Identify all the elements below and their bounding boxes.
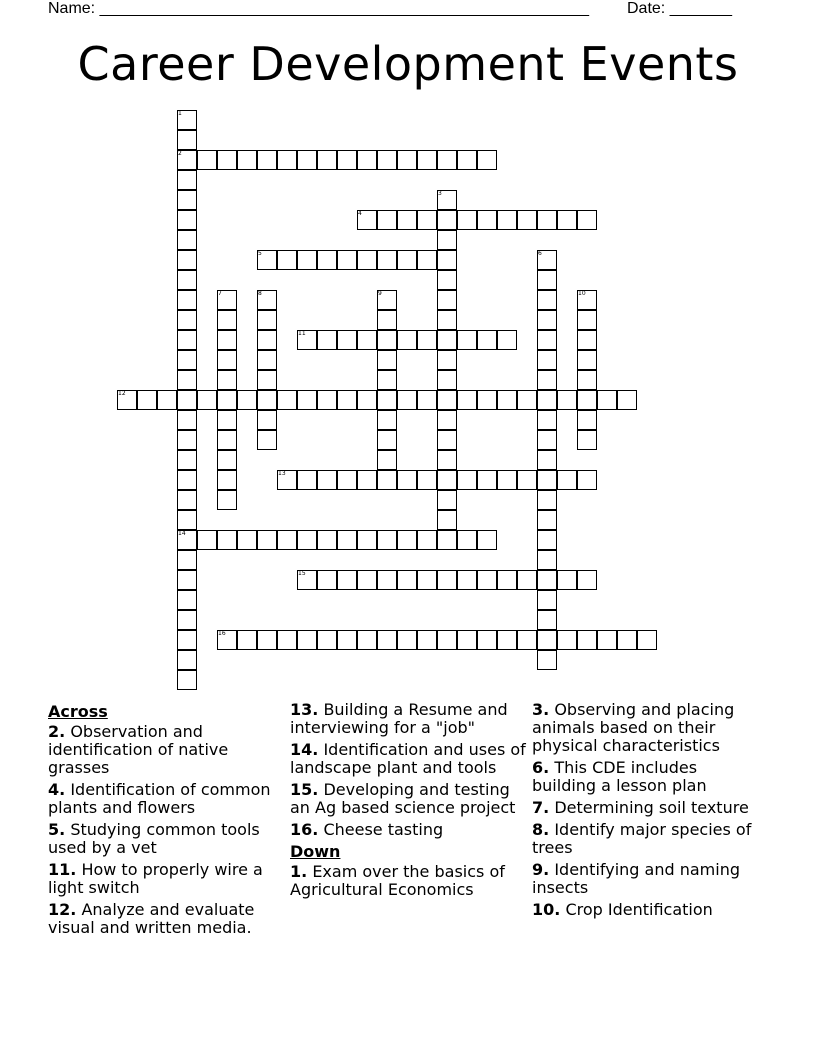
crossword-cell[interactable] bbox=[437, 430, 457, 450]
crossword-cell[interactable] bbox=[437, 390, 457, 410]
clue-number: 9. bbox=[532, 860, 550, 879]
crossword-cell[interactable] bbox=[417, 470, 437, 490]
crossword-cell[interactable] bbox=[297, 390, 317, 410]
clue-text: Exam over the basics of Agricultural Economics bbox=[290, 862, 505, 899]
crossword-cell[interactable] bbox=[177, 670, 197, 690]
crossword-cell[interactable] bbox=[537, 610, 557, 630]
crossword-cell[interactable] bbox=[537, 650, 557, 670]
clue-across-4 bbox=[48, 781, 284, 817]
date-field[interactable]: Date: _______ bbox=[627, 0, 732, 17]
cell-number: 5 bbox=[258, 250, 262, 257]
crossword-cell[interactable] bbox=[437, 270, 457, 290]
crossword-cell[interactable] bbox=[437, 150, 457, 170]
crossword-cell[interactable] bbox=[257, 330, 277, 350]
clue-number: 12. bbox=[48, 900, 77, 919]
clue-across-12 bbox=[48, 901, 284, 937]
crossword-cell[interactable] bbox=[257, 370, 277, 390]
clue-down-1 bbox=[290, 863, 530, 899]
clue-down-7 bbox=[532, 799, 764, 817]
crossword-cell[interactable] bbox=[337, 630, 357, 650]
clue-down-6 bbox=[532, 759, 764, 795]
crossword-cell[interactable] bbox=[257, 390, 277, 410]
clue-text: Cheese tasting bbox=[323, 820, 444, 839]
clue-across-16 bbox=[290, 821, 530, 839]
crossword-cell[interactable] bbox=[277, 150, 297, 170]
crossword-cell[interactable] bbox=[357, 250, 377, 270]
crossword-cell[interactable] bbox=[577, 410, 597, 430]
crossword-cell[interactable] bbox=[437, 210, 457, 230]
crossword-cell[interactable] bbox=[277, 530, 297, 550]
crossword-cell[interactable] bbox=[317, 330, 337, 350]
crossword-cell[interactable] bbox=[177, 230, 197, 250]
crossword-cell[interactable] bbox=[417, 530, 437, 550]
crossword-cell[interactable] bbox=[497, 630, 517, 650]
crossword-cell[interactable] bbox=[397, 630, 417, 650]
crossword-cell[interactable] bbox=[397, 330, 417, 350]
crossword-cell[interactable] bbox=[417, 630, 437, 650]
crossword-cell[interactable] bbox=[577, 430, 597, 450]
crossword-cell[interactable] bbox=[537, 310, 557, 330]
crossword-cell[interactable] bbox=[517, 570, 537, 590]
crossword-cell[interactable] bbox=[537, 350, 557, 370]
crossword-cell[interactable] bbox=[237, 390, 257, 410]
crossword-cell[interactable] bbox=[297, 470, 317, 490]
crossword-cell[interactable] bbox=[417, 390, 437, 410]
crossword-cell[interactable] bbox=[477, 530, 497, 550]
clue-number: 6. bbox=[532, 758, 550, 777]
crossword-cell[interactable] bbox=[377, 310, 397, 330]
across-heading: Across bbox=[48, 702, 108, 721]
cell-number: 10 bbox=[578, 290, 586, 297]
crossword-cell[interactable] bbox=[517, 210, 537, 230]
clue-text: Identifying and naming insects bbox=[532, 860, 740, 897]
crossword-cell[interactable] bbox=[177, 270, 197, 290]
crossword-cell[interactable] bbox=[377, 430, 397, 450]
crossword-cell[interactable] bbox=[437, 470, 457, 490]
crossword-cell[interactable] bbox=[457, 530, 477, 550]
crossword-cell[interactable] bbox=[177, 550, 197, 570]
crossword-cell[interactable] bbox=[377, 470, 397, 490]
crossword-cell[interactable] bbox=[477, 470, 497, 490]
crossword-cell[interactable] bbox=[577, 390, 597, 410]
clue-text: Identification of common plants and flowers bbox=[48, 780, 271, 817]
crossword-cell[interactable] bbox=[577, 570, 597, 590]
crossword-cell[interactable] bbox=[137, 390, 157, 410]
crossword-cell[interactable] bbox=[177, 590, 197, 610]
crossword-cell[interactable] bbox=[517, 470, 537, 490]
crossword-cell[interactable] bbox=[357, 330, 377, 350]
down-heading: Down bbox=[290, 842, 341, 861]
crossword-cell[interactable] bbox=[437, 370, 457, 390]
crossword-cell[interactable] bbox=[397, 470, 417, 490]
crossword-cell[interactable] bbox=[437, 530, 457, 550]
crossword-cell[interactable] bbox=[217, 390, 237, 410]
crossword-cell[interactable] bbox=[537, 510, 557, 530]
clue-down-3 bbox=[532, 701, 764, 755]
crossword-cell[interactable] bbox=[477, 210, 497, 230]
crossword-cell[interactable] bbox=[457, 570, 477, 590]
crossword-cell[interactable] bbox=[337, 390, 357, 410]
crossword-cell[interactable] bbox=[257, 430, 277, 450]
crossword-cell[interactable] bbox=[537, 370, 557, 390]
crossword-cell[interactable] bbox=[417, 250, 437, 270]
crossword-cell[interactable] bbox=[417, 210, 437, 230]
crossword-cell[interactable] bbox=[577, 370, 597, 390]
crossword-cell[interactable] bbox=[337, 530, 357, 550]
crossword-cell[interactable] bbox=[557, 570, 577, 590]
crossword-cell[interactable] bbox=[577, 310, 597, 330]
cell-number: 12 bbox=[118, 390, 126, 397]
page-title: Career Development Events bbox=[77, 37, 739, 91]
cell-number: 3 bbox=[438, 190, 442, 197]
crossword-cell[interactable] bbox=[537, 550, 557, 570]
crossword-cell[interactable] bbox=[177, 430, 197, 450]
crossword-cell[interactable] bbox=[177, 610, 197, 630]
crossword-cell[interactable] bbox=[197, 150, 217, 170]
crossword-cell[interactable] bbox=[337, 150, 357, 170]
clue-text: This CDE includes building a lesson plan bbox=[532, 758, 707, 795]
clue-column-1 bbox=[48, 701, 284, 941]
crossword-cell[interactable] bbox=[537, 490, 557, 510]
crossword-cell[interactable] bbox=[177, 450, 197, 470]
crossword-cell[interactable] bbox=[437, 410, 457, 430]
crossword-cell[interactable] bbox=[557, 210, 577, 230]
crossword-cell[interactable] bbox=[357, 570, 377, 590]
crossword-cell[interactable] bbox=[177, 570, 197, 590]
crossword-cell[interactable] bbox=[457, 390, 477, 410]
crossword-cell[interactable] bbox=[257, 630, 277, 650]
crossword-cell[interactable] bbox=[397, 530, 417, 550]
clue-text: Studying common tools used by a vet bbox=[48, 820, 260, 857]
crossword-cell[interactable] bbox=[397, 150, 417, 170]
crossword-cell[interactable] bbox=[417, 150, 437, 170]
crossword-cell[interactable] bbox=[337, 250, 357, 270]
crossword-cell[interactable] bbox=[177, 330, 197, 350]
crossword-cell[interactable] bbox=[637, 630, 657, 650]
crossword-cell[interactable] bbox=[397, 390, 417, 410]
cell-number: 11 bbox=[298, 330, 306, 337]
crossword-cell[interactable] bbox=[377, 530, 397, 550]
crossword-cell[interactable] bbox=[457, 210, 477, 230]
clue-across-2 bbox=[48, 723, 284, 777]
clue-number: 1. bbox=[290, 862, 308, 881]
clue-number: 4. bbox=[48, 780, 66, 799]
crossword-cell[interactable] bbox=[177, 470, 197, 490]
crossword-cell[interactable] bbox=[497, 470, 517, 490]
crossword-cell[interactable] bbox=[557, 630, 577, 650]
crossword-cell[interactable] bbox=[177, 410, 197, 430]
crossword-cell[interactable] bbox=[537, 470, 557, 490]
crossword-cell[interactable] bbox=[497, 570, 517, 590]
crossword-cell[interactable] bbox=[177, 250, 197, 270]
crossword-cell[interactable] bbox=[357, 390, 377, 410]
clue-text: How to properly wire a light switch bbox=[48, 860, 263, 897]
crossword-cell[interactable] bbox=[437, 230, 457, 250]
crossword-cell[interactable] bbox=[377, 330, 397, 350]
cell-number: 7 bbox=[218, 290, 222, 297]
crossword-cell[interactable] bbox=[477, 390, 497, 410]
crossword-cell[interactable] bbox=[397, 570, 417, 590]
clue-text: Identification and uses of landscape plant and tools bbox=[290, 740, 526, 777]
cell-number: 6 bbox=[538, 250, 542, 257]
crossword-cell[interactable] bbox=[477, 570, 497, 590]
crossword-cell[interactable] bbox=[277, 390, 297, 410]
crossword-cell[interactable] bbox=[377, 250, 397, 270]
clue-number: 15. bbox=[290, 780, 319, 799]
clue-down-10 bbox=[532, 901, 764, 919]
crossword-cell[interactable] bbox=[437, 350, 457, 370]
crossword-cell[interactable] bbox=[197, 530, 217, 550]
crossword-cell[interactable] bbox=[377, 210, 397, 230]
crossword-cell[interactable] bbox=[337, 470, 357, 490]
clue-number: 7. bbox=[532, 798, 550, 817]
crossword-cell[interactable] bbox=[537, 390, 557, 410]
crossword-cell[interactable] bbox=[377, 570, 397, 590]
clue-across-15 bbox=[290, 781, 530, 817]
crossword-cell[interactable] bbox=[437, 310, 457, 330]
clue-down-9 bbox=[532, 861, 764, 897]
clue-column-2 bbox=[290, 701, 530, 903]
clue-number: 2. bbox=[48, 722, 66, 741]
crossword-cell[interactable] bbox=[617, 390, 637, 410]
crossword-cell[interactable] bbox=[377, 630, 397, 650]
crossword-cell[interactable] bbox=[517, 630, 537, 650]
clue-text: Observing and placing animals based on their physical characteristics bbox=[532, 700, 735, 755]
clue-number: 11. bbox=[48, 860, 77, 879]
crossword-cell[interactable] bbox=[357, 530, 377, 550]
clue-number: 5. bbox=[48, 820, 66, 839]
crossword-cell[interactable] bbox=[437, 250, 457, 270]
crossword-cell[interactable] bbox=[357, 150, 377, 170]
crossword-cell[interactable] bbox=[297, 150, 317, 170]
crossword-cell[interactable] bbox=[217, 350, 237, 370]
crossword-cell[interactable] bbox=[217, 330, 237, 350]
crossword-cell[interactable] bbox=[597, 390, 617, 410]
crossword-cell[interactable] bbox=[437, 510, 457, 530]
crossword-cell[interactable] bbox=[537, 450, 557, 470]
crossword-cell[interactable] bbox=[217, 310, 237, 330]
crossword-cell[interactable] bbox=[537, 630, 557, 650]
crossword-cell[interactable] bbox=[457, 330, 477, 350]
cell-number: 13 bbox=[278, 470, 286, 477]
clue-number: 13. bbox=[290, 700, 319, 719]
crossword-cell[interactable] bbox=[177, 130, 197, 150]
crossword-cell[interactable] bbox=[437, 630, 457, 650]
clue-text: Crop Identification bbox=[565, 900, 713, 919]
crossword-cell[interactable] bbox=[177, 170, 197, 190]
crossword-cell[interactable] bbox=[517, 390, 537, 410]
crossword-cell[interactable] bbox=[317, 390, 337, 410]
crossword-cell[interactable] bbox=[437, 570, 457, 590]
crossword-cell[interactable] bbox=[197, 390, 217, 410]
crossword-cell[interactable] bbox=[317, 250, 337, 270]
crossword-cell[interactable] bbox=[397, 250, 417, 270]
crossword-cell[interactable] bbox=[437, 450, 457, 470]
crossword-cell[interactable] bbox=[217, 450, 237, 470]
clue-text: Analyze and evaluate visual and written media. bbox=[48, 900, 255, 937]
crossword-cell[interactable] bbox=[217, 430, 237, 450]
crossword-cell[interactable] bbox=[377, 410, 397, 430]
crossword-cell[interactable] bbox=[177, 350, 197, 370]
crossword-cell[interactable] bbox=[277, 630, 297, 650]
crossword-cell[interactable] bbox=[177, 490, 197, 510]
crossword-cell[interactable] bbox=[537, 430, 557, 450]
crossword-cell[interactable] bbox=[157, 390, 177, 410]
crossword-cell[interactable] bbox=[537, 210, 557, 230]
cell-number: 8 bbox=[258, 290, 262, 297]
clue-text: Observation and identification of native grasses bbox=[48, 722, 229, 777]
crossword-cell[interactable] bbox=[357, 630, 377, 650]
clue-across-11 bbox=[48, 861, 284, 897]
crossword-cell[interactable] bbox=[237, 150, 257, 170]
crossword-cell[interactable] bbox=[557, 470, 577, 490]
clue-number: 16. bbox=[290, 820, 319, 839]
clue-number: 10. bbox=[532, 900, 561, 919]
clue-number: 8. bbox=[532, 820, 550, 839]
crossword-cell[interactable] bbox=[177, 650, 197, 670]
crossword-cell[interactable] bbox=[417, 570, 437, 590]
crossword-cell[interactable] bbox=[577, 630, 597, 650]
crossword-cell[interactable] bbox=[437, 330, 457, 350]
crossword-cell[interactable] bbox=[297, 530, 317, 550]
crossword-cell[interactable] bbox=[217, 490, 237, 510]
clue-text: Developing and testing an Ag based science project bbox=[290, 780, 516, 817]
crossword-cell[interactable] bbox=[377, 390, 397, 410]
cell-number: 2 bbox=[178, 150, 182, 157]
name-field[interactable]: Name: _______________________________________________________ bbox=[48, 0, 589, 17]
crossword-cell[interactable] bbox=[537, 290, 557, 310]
crossword-cell[interactable] bbox=[317, 150, 337, 170]
crossword-cell[interactable] bbox=[577, 350, 597, 370]
cell-number: 1 bbox=[178, 110, 182, 117]
crossword-cell[interactable] bbox=[317, 630, 337, 650]
crossword-cell[interactable] bbox=[497, 390, 517, 410]
crossword-cell[interactable] bbox=[597, 630, 617, 650]
crossword-cell[interactable] bbox=[217, 150, 237, 170]
crossword-cell[interactable] bbox=[497, 210, 517, 230]
crossword-cell[interactable] bbox=[257, 310, 277, 330]
crossword-cell[interactable] bbox=[277, 250, 297, 270]
crossword-cell[interactable] bbox=[437, 290, 457, 310]
clue-text: Determining soil texture bbox=[554, 798, 749, 817]
crossword-cell[interactable] bbox=[317, 470, 337, 490]
clue-number: 14. bbox=[290, 740, 319, 759]
crossword-cell[interactable] bbox=[577, 330, 597, 350]
crossword-cell[interactable] bbox=[257, 410, 277, 430]
crossword-cell[interactable] bbox=[177, 210, 197, 230]
crossword-cell[interactable] bbox=[257, 350, 277, 370]
crossword-cell[interactable] bbox=[537, 530, 557, 550]
crossword-cell[interactable] bbox=[177, 290, 197, 310]
crossword-cell[interactable] bbox=[377, 150, 397, 170]
crossword-cell[interactable] bbox=[537, 410, 557, 430]
crossword-cell[interactable] bbox=[537, 570, 557, 590]
crossword-cell[interactable] bbox=[177, 190, 197, 210]
clue-across-13 bbox=[290, 701, 530, 737]
crossword-cell[interactable] bbox=[537, 330, 557, 350]
clue-number: 3. bbox=[532, 700, 550, 719]
crossword-cell[interactable] bbox=[217, 470, 237, 490]
crossword-cell[interactable] bbox=[537, 270, 557, 290]
crossword-cell[interactable] bbox=[497, 330, 517, 350]
crossword-cell[interactable] bbox=[557, 390, 577, 410]
clue-across-14 bbox=[290, 741, 530, 777]
clue-text: Identify major species of trees bbox=[532, 820, 752, 857]
crossword-cell[interactable] bbox=[177, 510, 197, 530]
crossword-cell[interactable] bbox=[337, 330, 357, 350]
cell-number: 9 bbox=[378, 290, 382, 297]
crossword-cell[interactable] bbox=[217, 410, 237, 430]
crossword-cell[interactable] bbox=[477, 330, 497, 350]
crossword-cell[interactable] bbox=[237, 530, 257, 550]
crossword-cell[interactable] bbox=[297, 250, 317, 270]
clue-across-5 bbox=[48, 821, 284, 857]
clue-text: Building a Resume and interviewing for a "job" bbox=[290, 700, 508, 737]
crossword-cell[interactable] bbox=[357, 470, 377, 490]
crossword-cell[interactable] bbox=[477, 150, 497, 170]
crossword-cell[interactable] bbox=[257, 150, 277, 170]
crossword-cell[interactable] bbox=[397, 210, 417, 230]
cell-number: 14 bbox=[178, 530, 186, 537]
crossword-cell[interactable] bbox=[377, 370, 397, 390]
crossword-cell[interactable] bbox=[377, 350, 397, 370]
crossword-cell[interactable] bbox=[317, 570, 337, 590]
crossword-cell[interactable] bbox=[577, 210, 597, 230]
crossword-cell[interactable] bbox=[177, 630, 197, 650]
crossword-cell[interactable] bbox=[317, 530, 337, 550]
crossword-cell[interactable] bbox=[337, 570, 357, 590]
crossword-cell[interactable] bbox=[417, 330, 437, 350]
crossword-cell[interactable] bbox=[617, 630, 637, 650]
crossword-cell[interactable] bbox=[257, 530, 277, 550]
crossword-cell[interactable] bbox=[177, 390, 197, 410]
crossword-cell[interactable] bbox=[177, 370, 197, 390]
cell-number: 16 bbox=[218, 630, 226, 637]
cell-number: 15 bbox=[298, 570, 306, 577]
crossword-cell[interactable] bbox=[237, 630, 257, 650]
crossword-cell[interactable] bbox=[457, 630, 477, 650]
crossword-cell[interactable] bbox=[457, 470, 477, 490]
crossword-cell[interactable] bbox=[457, 150, 477, 170]
cell-number: 4 bbox=[358, 210, 362, 217]
crossword-cell[interactable] bbox=[377, 450, 397, 470]
crossword-cell[interactable] bbox=[437, 490, 457, 510]
crossword-cell[interactable] bbox=[477, 630, 497, 650]
crossword-cell[interactable] bbox=[537, 590, 557, 610]
crossword-cell[interactable] bbox=[177, 310, 197, 330]
clue-down-8 bbox=[532, 821, 764, 857]
crossword-cell[interactable] bbox=[217, 370, 237, 390]
crossword-cell[interactable] bbox=[217, 530, 237, 550]
crossword-cell[interactable] bbox=[577, 470, 597, 490]
clue-column-3 bbox=[532, 701, 764, 923]
crossword-cell[interactable] bbox=[297, 630, 317, 650]
